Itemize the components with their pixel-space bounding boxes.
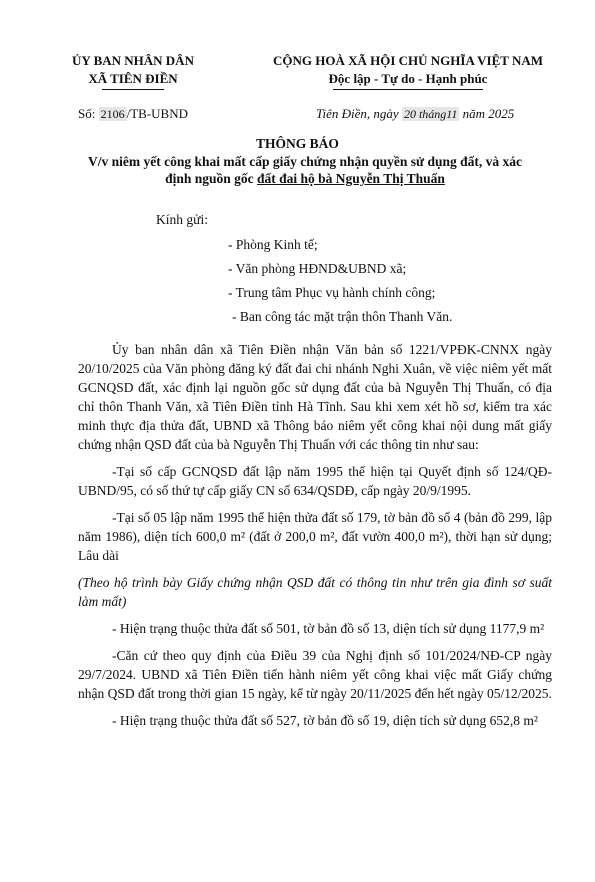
subject-line-2 bbox=[64, 170, 546, 187]
recipient-list bbox=[228, 236, 452, 332]
document-number-suffix: /TB-UBND bbox=[126, 106, 188, 121]
document-subject bbox=[64, 153, 546, 187]
document-number-value: 2106 bbox=[100, 107, 125, 121]
authority-line-1: ỦY BAN NHÂN DÂN bbox=[72, 53, 194, 68]
national-motto: Độc lập - Tự do - Hạnh phúc bbox=[328, 71, 488, 86]
recipient-item: - Phòng Kinh tế; bbox=[228, 237, 318, 252]
body-paragraph: -Căn cứ theo quy định của Điều 39 của Nghị định số 101/2024/NĐ-CP ngày 29/7/2024. UBND xã Tiên Điền tiến hành niêm yết công khai việc mất Giấy chứng nhận QSD đất trong thời gian 15 ngày, kể từ ngày 20/11/2025 đến hết ngày 05/12/2025. bbox=[78, 648, 552, 701]
body-paragraph: - Hiện trạng thuộc thửa đất số 527, tờ bản đồ số 19, diện tích sử dụng 652,8 m² bbox=[112, 713, 538, 728]
recipient-item: - Ban công tác mặt trận thôn Thanh Văn. bbox=[232, 309, 453, 324]
national-header bbox=[232, 52, 584, 90]
motto-underline bbox=[333, 89, 483, 90]
subject-line-1: V/v niêm yết công khai mất cấp giấy chứng nhận quyền sử dụng đất, và xác bbox=[87, 154, 523, 169]
greeting: Kính gửi: bbox=[156, 212, 208, 227]
issuing-authority bbox=[48, 52, 218, 90]
body-paragraph: Ủy ban nhân dân xã Tiên Điền nhận Văn bản số 1221/VPĐK-CNNX ngày 20/10/2025 của Văn phòng đăng ký đất đai chi nhánh Nghi Xuân, về việc niêm yết mất GCNQSD đất, xác định lại nguồn gốc sử dụng đất của bà Nguyễn Thị Thuấn, có địa chỉ thôn Thanh Văn, xã Tiên Điền tỉnh Hà Tĩnh. Sau khi xem xét hồ sơ, kiểm tra xác minh thực địa thửa đất, UBND xã Thông báo niêm yết công khai nội dung mất giấy chứng nhận QSD đất của bà Nguyễn Thị Thuấn với các thông tin như sau: bbox=[78, 342, 552, 452]
recipient-item: - Trung tâm Phục vụ hành chính công; bbox=[228, 285, 436, 300]
issue-date-year: năm 2025 bbox=[462, 106, 515, 121]
body-note-italic: (Theo hộ trình bày Giấy chứng nhận QSD đất có thông tin như trên gia đình sơ suất làm mất) bbox=[78, 575, 552, 609]
recipient-item: - Văn phòng HĐND&UBND xã; bbox=[228, 261, 407, 276]
body-paragraph: - Hiện trạng thuộc thửa đất số 501, tờ bản đồ số 13, diện tích sử dụng 1177,9 m² bbox=[112, 621, 545, 636]
authority-underline bbox=[102, 89, 164, 90]
subject-line-2-text: định nguồn gốc bbox=[165, 171, 258, 186]
issue-date bbox=[316, 106, 514, 122]
document-number-prefix: Số: bbox=[78, 106, 96, 121]
document-body bbox=[78, 340, 552, 738]
issue-date-day-month: 20 tháng11 bbox=[403, 107, 458, 121]
country-name: CỘNG HOÀ XÃ HỘI CHỦ NGHĨA VIỆT NAM bbox=[272, 53, 544, 68]
issue-date-prefix: Tiên Điền, ngày bbox=[316, 106, 399, 121]
document-title: THÔNG BÁO bbox=[256, 136, 339, 151]
body-paragraph: -Tại số 05 lập năm 1995 thể hiện thửa đất số 179, tờ bản đồ số 4 (bản đồ 299, lập năm 1986), diện tích 600,0 m² (đất ở 200,0 m², đất vườn 400,0 m²), thời hạn sử dụng; Lâu dài bbox=[78, 510, 552, 563]
subject-line-2-underlined: đất đai hộ bà Nguyễn Thị Thuấn bbox=[257, 171, 445, 186]
document-number bbox=[78, 106, 188, 122]
body-paragraph: -Tại số cấp GCNQSD đất lập năm 1995 thể hiện tại Quyết định số 124/QĐ-UBND/95, có số thứ tự cấp giấy CN số 634/QSDĐ, cấp ngày 20/9/1995. bbox=[78, 464, 552, 498]
authority-line-2: XÃ TIÊN ĐIỀN bbox=[88, 71, 178, 86]
